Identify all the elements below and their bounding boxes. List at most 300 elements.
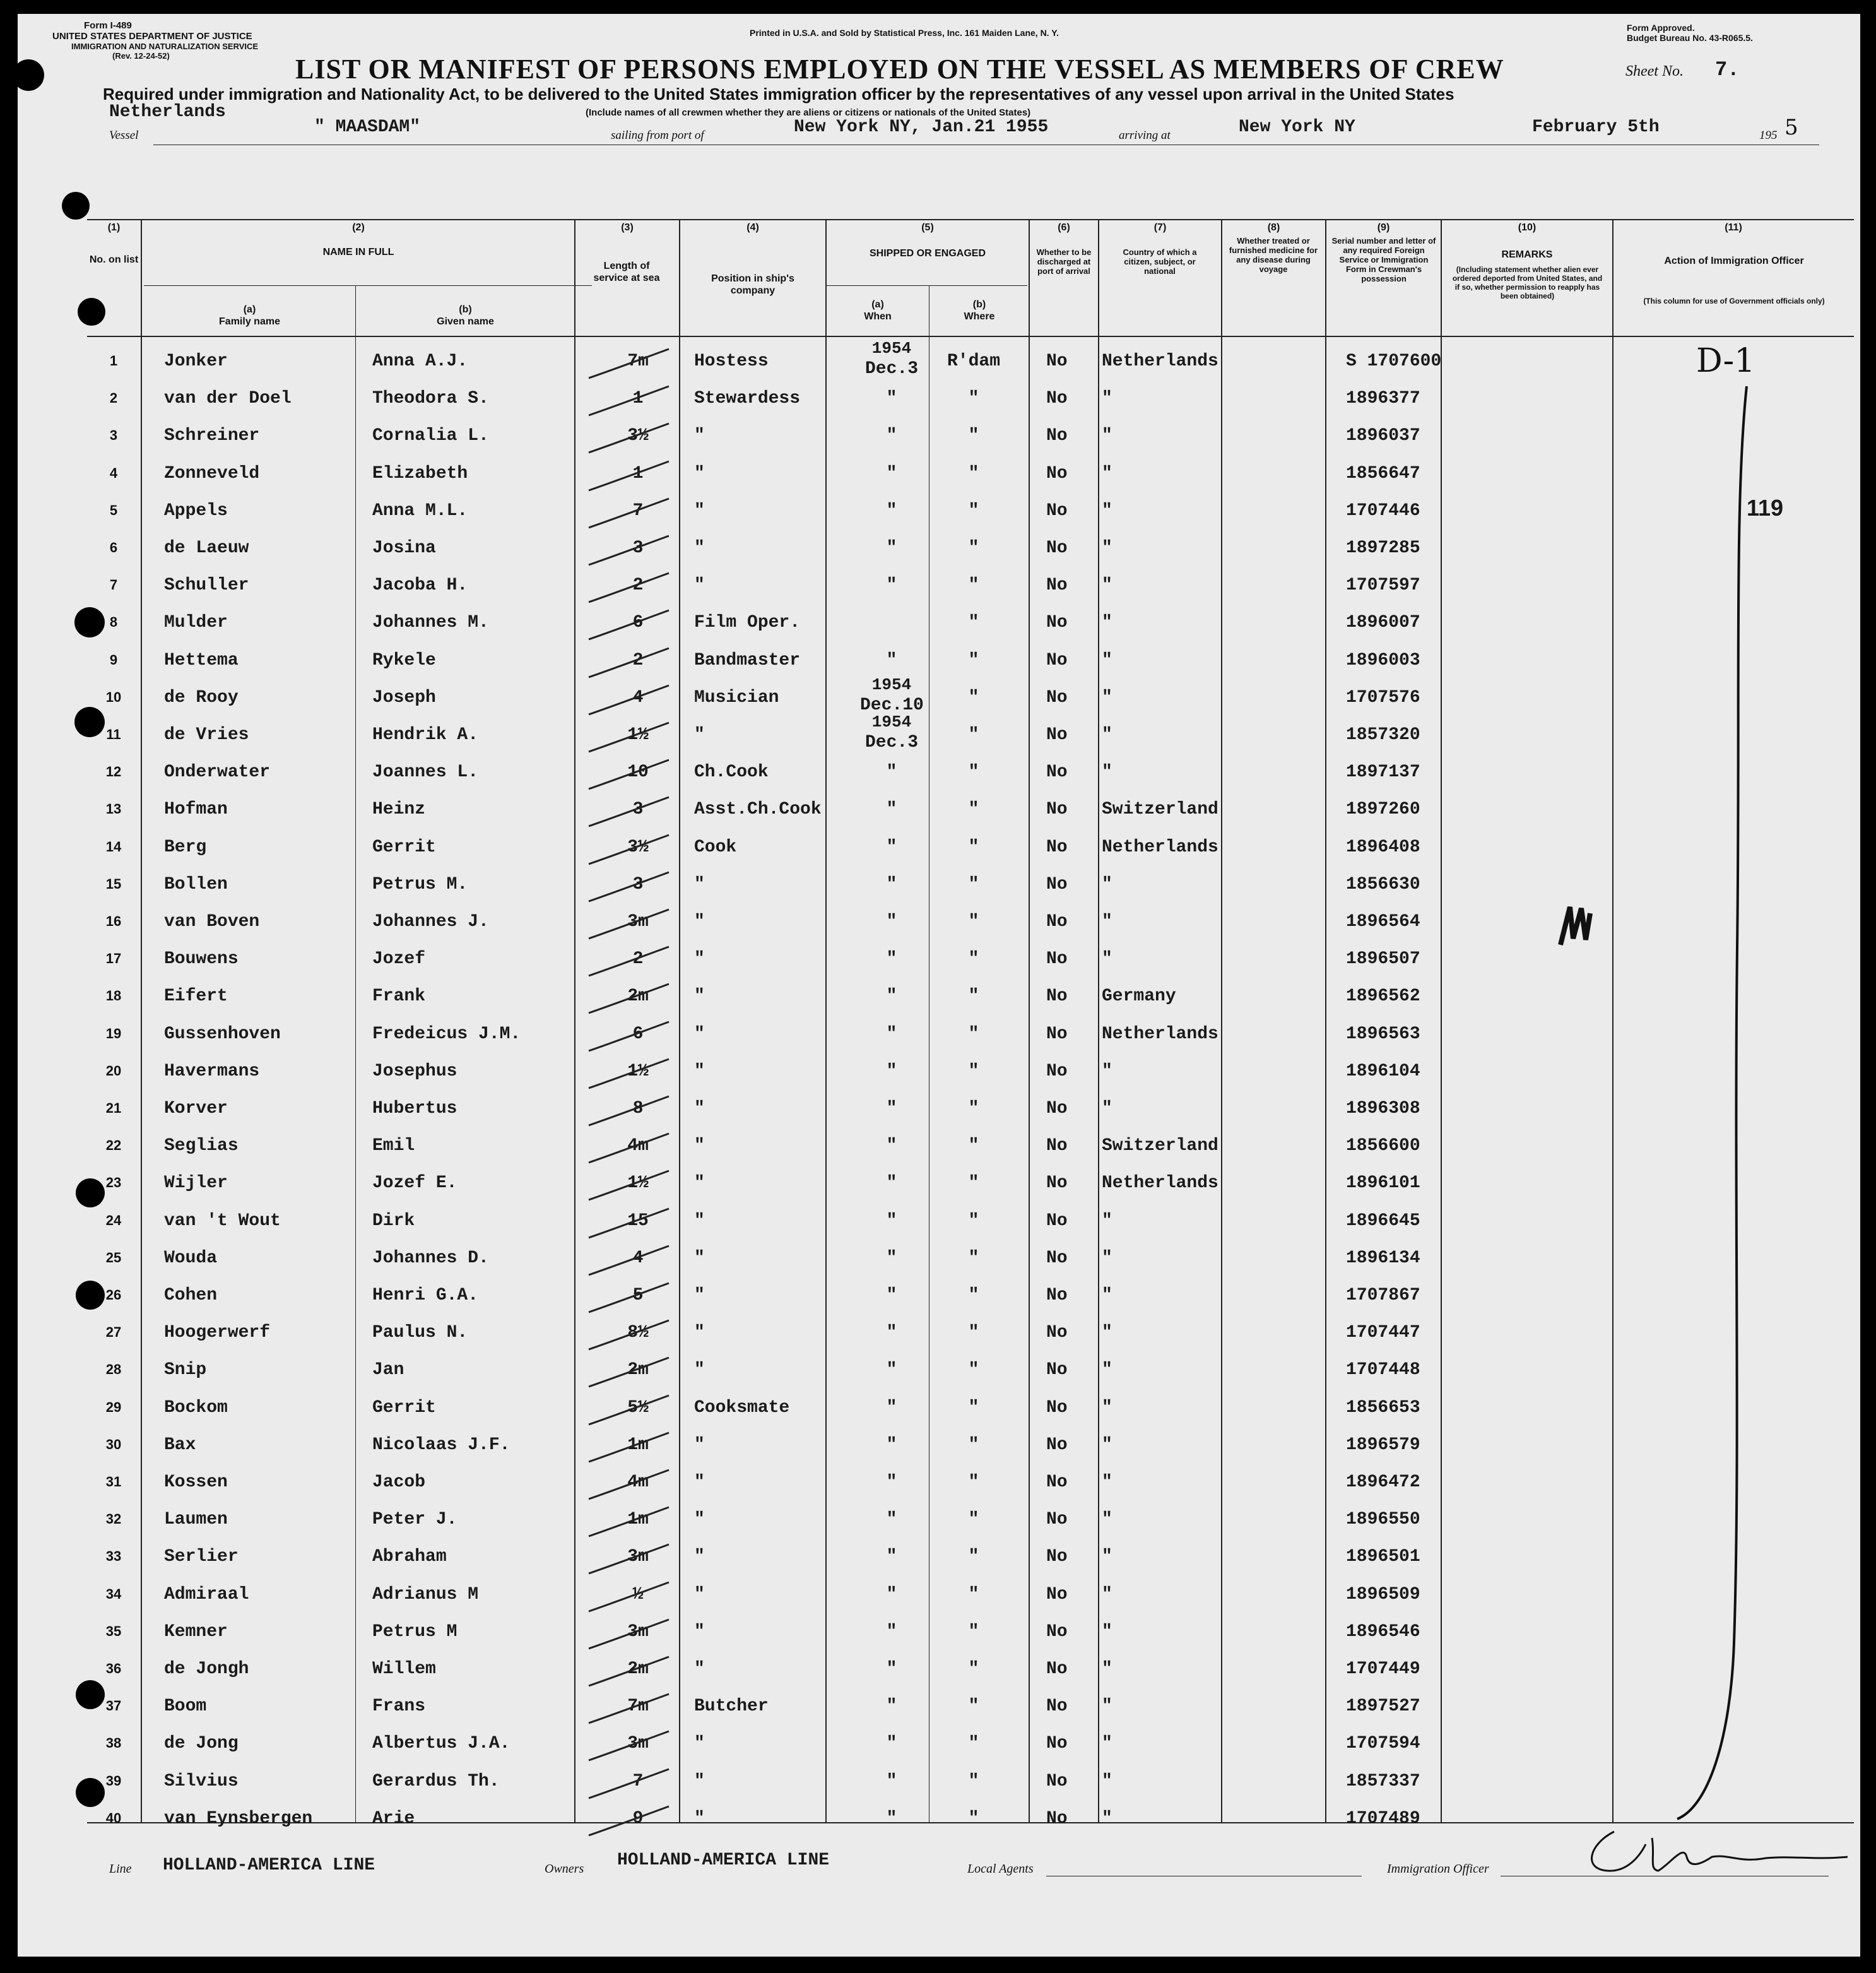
department-name: UNITED STATES DEPARTMENT OF JUSTICE xyxy=(52,31,252,42)
length-check-mark xyxy=(586,1130,674,1167)
cell-given: Heinz xyxy=(372,800,426,820)
cell-position: " xyxy=(694,576,705,596)
cell-where: " xyxy=(968,1771,979,1791)
line-value: HOLLAND-AMERICA LINE xyxy=(163,1856,375,1875)
binder-hole xyxy=(62,192,90,220)
cell-serial: 1857337 xyxy=(1346,1771,1420,1791)
cell-given: Dirk xyxy=(372,1211,415,1231)
cell-when: " xyxy=(886,949,897,969)
cell-where: " xyxy=(968,1697,979,1717)
cell-disch: No xyxy=(1046,1584,1068,1604)
row-number: 19 xyxy=(105,1025,122,1041)
cell-disch: No xyxy=(1046,800,1068,820)
cell-country: " xyxy=(1102,1734,1112,1754)
cell-length: 4m xyxy=(627,1136,649,1156)
length-check-mark xyxy=(586,906,674,943)
action-count: 119 xyxy=(1747,495,1784,521)
cell-length: 1m xyxy=(627,1435,649,1455)
cell-when-year: 1954 xyxy=(871,675,912,694)
cell-when: " xyxy=(886,389,897,409)
cell-where: " xyxy=(968,912,979,932)
cell-when: Dec.3 xyxy=(864,733,918,752)
cell-serial: 1896104 xyxy=(1346,1061,1420,1081)
cell-family: de Rooy xyxy=(164,687,239,708)
cell-length: 6 xyxy=(632,613,644,633)
cell-length: 7 xyxy=(632,501,644,521)
cell-when: " xyxy=(886,762,897,783)
cell-serial: 1896308 xyxy=(1346,1099,1420,1118)
length-check-mark xyxy=(586,458,674,495)
cell-position: " xyxy=(694,1621,705,1642)
cell-family: van Eynsbergen xyxy=(164,1808,313,1828)
length-check-mark xyxy=(586,1803,674,1840)
cell-length: 9 xyxy=(632,1808,644,1828)
cell-given: Henri G.A. xyxy=(372,1286,479,1305)
cell-family: Hettema xyxy=(164,650,239,670)
length-check-mark xyxy=(586,420,674,457)
length-check-mark xyxy=(586,1616,674,1653)
arriving-label: arriving at xyxy=(1119,129,1171,142)
cell-country: " xyxy=(1102,1472,1112,1492)
cell-position: " xyxy=(694,1248,705,1268)
form-revision: (Rev. 12-24-52) xyxy=(112,51,170,61)
cell-disch: No xyxy=(1046,426,1068,446)
length-check-mark xyxy=(586,1466,674,1503)
row-number: 36 xyxy=(105,1661,122,1676)
col-header-when: When xyxy=(864,311,892,322)
col-header-discharged: Whether to be discharged at port of arrival xyxy=(1036,247,1092,276)
cell-position: " xyxy=(694,1771,705,1791)
cell-length: 2m xyxy=(627,986,649,1007)
budget-bureau: Budget Bureau No. 43-R065.5. xyxy=(1627,33,1753,43)
cell-when: " xyxy=(886,874,897,894)
cell-where: " xyxy=(968,1808,979,1828)
cell-country: " xyxy=(1102,1397,1112,1418)
table-row xyxy=(18,1616,1860,1653)
cell-country: " xyxy=(1102,1286,1112,1305)
cell-position: " xyxy=(694,1211,705,1231)
cell-where: " xyxy=(968,1659,979,1679)
table-row xyxy=(18,495,1860,532)
cell-disch: No xyxy=(1046,1099,1068,1118)
cell-given: Adrianus M xyxy=(372,1584,479,1604)
col-given-b: (b) xyxy=(459,304,472,315)
row-number: 12 xyxy=(105,764,122,780)
cell-serial: 1707867 xyxy=(1346,1286,1420,1305)
cell-where: " xyxy=(968,1173,979,1194)
cell-disch: No xyxy=(1046,725,1068,745)
cell-country: Netherlands xyxy=(1102,1024,1218,1044)
cell-family: Onderwater xyxy=(164,762,271,783)
cell-family: Laumen xyxy=(164,1510,228,1530)
cell-length: 1½ xyxy=(627,725,649,745)
cell-family: Wouda xyxy=(164,1248,218,1268)
cell-disch: No xyxy=(1046,1621,1068,1642)
cell-serial: 1856600 xyxy=(1346,1136,1420,1156)
cell-when: " xyxy=(886,837,897,857)
cell-serial: 1896564 xyxy=(1346,912,1420,932)
cell-where: " xyxy=(968,1621,979,1642)
cell-serial: 1896562 xyxy=(1346,986,1420,1007)
cell-position: " xyxy=(694,1323,705,1343)
cell-disch: No xyxy=(1046,1061,1068,1081)
row-number: 29 xyxy=(105,1399,122,1415)
cell-where: " xyxy=(968,1584,979,1604)
cell-given: Cornalia L. xyxy=(372,426,489,446)
cell-country: " xyxy=(1102,1248,1112,1268)
cell-serial: 1896408 xyxy=(1346,837,1420,857)
length-check-mark xyxy=(586,1018,674,1055)
cell-serial: 1707449 xyxy=(1346,1659,1420,1679)
table-row xyxy=(18,607,1860,644)
length-check-mark xyxy=(586,1429,674,1466)
row-number: 16 xyxy=(105,913,122,929)
cell-given: Frans xyxy=(372,1697,426,1717)
cell-disch: No xyxy=(1046,1397,1068,1418)
cell-length: 1 xyxy=(632,463,644,483)
row-number: 31 xyxy=(105,1474,122,1490)
cell-country: " xyxy=(1102,1697,1112,1717)
cell-when: " xyxy=(886,538,897,558)
cell-serial: 1856647 xyxy=(1346,463,1420,483)
manifest-sheet xyxy=(18,14,1860,1957)
table-row xyxy=(18,713,1860,756)
cell-given: Rykele xyxy=(372,650,436,670)
cell-disch: No xyxy=(1046,501,1068,521)
cell-country: " xyxy=(1102,1211,1112,1231)
remarks-note: (Including statement whether alien ever ordered deported from United States, and if so, whether permission to reapply has been obtained) xyxy=(1452,265,1603,300)
cell-length: 3½ xyxy=(627,837,649,857)
cell-where: " xyxy=(968,650,979,670)
arrival-date: February 5th xyxy=(1532,117,1660,137)
table-row xyxy=(18,1466,1860,1503)
row-number: 5 xyxy=(109,502,118,518)
cell-disch: No xyxy=(1046,1248,1068,1268)
cell-length: 3m xyxy=(627,1621,649,1642)
cell-country: " xyxy=(1102,613,1112,633)
length-check-mark xyxy=(586,1503,674,1541)
cell-family: Bouwens xyxy=(164,949,239,969)
cell-length: 7m xyxy=(627,1697,649,1717)
cell-country: " xyxy=(1102,650,1112,670)
cell-country: Netherlands xyxy=(1102,352,1218,371)
cell-disch: No xyxy=(1046,1510,1068,1530)
row-number: 34 xyxy=(105,1585,122,1602)
cell-serial: 1707448 xyxy=(1346,1360,1420,1380)
col-when-a: (a) xyxy=(871,299,884,310)
length-check-mark xyxy=(586,1541,674,1578)
cell-where: " xyxy=(968,687,979,708)
row-number: 13 xyxy=(105,801,122,817)
cell-when: " xyxy=(886,1621,897,1642)
cell-length: 3 xyxy=(632,538,644,558)
cell-position: Stewardess xyxy=(694,389,801,409)
cell-position: Ch.Cook xyxy=(694,762,769,783)
cell-family: Boom xyxy=(164,1697,207,1717)
cell-when: " xyxy=(886,650,897,670)
row-number: 15 xyxy=(105,875,122,892)
cell-given: Fredeicus J.M. xyxy=(372,1024,521,1044)
cell-serial: 1896501 xyxy=(1346,1547,1420,1567)
col-header-remarks: REMARKS xyxy=(1501,249,1553,260)
cell-given: Petrus M. xyxy=(372,874,468,894)
table-row xyxy=(18,1503,1860,1541)
cell-given: Josephus xyxy=(372,1061,457,1081)
cell-family: Hoogerwerf xyxy=(164,1323,271,1343)
cell-serial: 1896579 xyxy=(1346,1435,1420,1455)
cell-position: " xyxy=(694,1808,705,1828)
cell-length: 4m xyxy=(627,1472,649,1492)
cell-where: " xyxy=(968,1472,979,1492)
cell-country: " xyxy=(1102,1584,1112,1604)
cell-given: Johannes M. xyxy=(372,613,489,633)
cell-when: " xyxy=(886,1584,897,1604)
page-title: LIST OR MANIFEST OF PERSONS EMPLOYED ON THE VESSEL AS MEMBERS OF CREW xyxy=(295,54,1504,85)
cell-country: " xyxy=(1102,725,1112,745)
cell-country: " xyxy=(1102,912,1112,932)
length-check-mark xyxy=(586,719,674,756)
col-num-1: (1) xyxy=(107,222,121,233)
shipped-subheader-line xyxy=(825,285,1027,286)
table-row xyxy=(18,1392,1860,1429)
row-number: 20 xyxy=(105,1062,122,1079)
cell-length: 5½ xyxy=(627,1397,649,1418)
table-row xyxy=(18,1167,1860,1204)
cell-disch: No xyxy=(1046,1771,1068,1791)
length-check-mark xyxy=(586,1279,674,1317)
service-name: IMMIGRATION AND NATURALIZATION SERVICE xyxy=(71,42,259,51)
cell-family: Schuller xyxy=(164,576,249,596)
cell-serial: 1896037 xyxy=(1346,426,1420,446)
row-number: 23 xyxy=(105,1175,122,1191)
cell-when-year: 1954 xyxy=(871,339,912,358)
cell-serial: 1897285 xyxy=(1346,538,1420,558)
binder-hole xyxy=(76,1178,105,1207)
cell-when: " xyxy=(886,1659,897,1679)
cell-where: " xyxy=(968,762,979,783)
cell-position: " xyxy=(694,1024,705,1044)
length-check-mark xyxy=(586,793,674,831)
row-number: 8 xyxy=(109,614,118,631)
cell-country: " xyxy=(1102,463,1112,483)
cell-position: " xyxy=(694,1173,705,1194)
cell-length: 7 xyxy=(632,1771,644,1791)
cell-disch: No xyxy=(1046,1472,1068,1492)
col-header-serial: Serial number and letter of any required Foreign Service or Immigration Form in Crewman's possession xyxy=(1331,236,1436,283)
owners-label: Owners xyxy=(545,1862,584,1876)
cell-given: Gerrit xyxy=(372,1397,436,1418)
cell-length: 3m xyxy=(627,1547,649,1567)
vessel-name: " MAASDAM" xyxy=(314,117,421,137)
table-row xyxy=(18,756,1860,793)
cell-where: " xyxy=(968,1547,979,1567)
length-check-mark xyxy=(586,1690,674,1727)
cell-disch: No xyxy=(1046,1435,1068,1455)
cell-disch: No xyxy=(1046,912,1068,932)
cell-where: " xyxy=(968,463,979,483)
table-row xyxy=(18,675,1860,719)
row-number: 35 xyxy=(105,1623,122,1639)
binder-hole xyxy=(74,707,105,737)
cell-family: Bax xyxy=(164,1435,196,1455)
cell-length: 4 xyxy=(632,687,644,708)
cell-serial: 1707446 xyxy=(1346,501,1420,521)
cell-when: " xyxy=(886,1136,897,1156)
cell-position: " xyxy=(694,1510,705,1530)
col-header-given: Given name xyxy=(437,316,494,327)
cell-length: 5 xyxy=(632,1286,644,1305)
cell-length: 8 xyxy=(632,1099,644,1118)
row-number: 25 xyxy=(105,1249,122,1265)
cell-where: " xyxy=(968,1099,979,1118)
cell-given: Hendrik A. xyxy=(372,725,479,745)
header-bottom-border xyxy=(87,336,1854,337)
cell-disch: No xyxy=(1046,1173,1068,1194)
cell-disch: No xyxy=(1046,463,1068,483)
cell-disch: No xyxy=(1046,837,1068,857)
table-row xyxy=(18,644,1860,682)
row-number: 9 xyxy=(109,651,118,668)
col-where-b: (b) xyxy=(972,299,986,310)
cell-country: " xyxy=(1102,762,1112,783)
row-number: 38 xyxy=(105,1735,122,1751)
cell-position: " xyxy=(694,538,705,558)
cell-disch: No xyxy=(1046,1211,1068,1231)
cell-where: " xyxy=(968,1024,979,1044)
printer-note: Printed in U.S.A. and Sold by Statistical Press, Inc. 161 Maiden Lane, N. Y. xyxy=(750,28,1059,38)
cell-serial: 1857320 xyxy=(1346,725,1420,745)
cell-length: 3½ xyxy=(627,426,649,446)
cell-family: Seglias xyxy=(164,1136,239,1156)
length-check-mark xyxy=(586,1392,674,1429)
col-num-8: (8) xyxy=(1267,222,1280,233)
length-check-mark xyxy=(586,1653,674,1690)
table-row xyxy=(18,382,1860,420)
cell-when: " xyxy=(886,1061,897,1081)
cell-when: " xyxy=(886,463,897,483)
cell-family: Korver xyxy=(164,1099,228,1118)
cell-country: " xyxy=(1102,538,1112,558)
table-row xyxy=(18,1354,1860,1391)
cell-serial: 1896563 xyxy=(1346,1024,1420,1044)
cell-serial: 1896509 xyxy=(1346,1584,1420,1604)
cell-given: Jacoba H. xyxy=(372,576,468,596)
cell-family: van Boven xyxy=(164,912,260,932)
cell-when: " xyxy=(886,1697,897,1717)
cell-when: " xyxy=(886,1024,897,1044)
row-number: 32 xyxy=(105,1511,122,1527)
cell-when: " xyxy=(886,1771,897,1791)
cell-disch: No xyxy=(1046,1323,1068,1343)
cell-disch: No xyxy=(1046,576,1068,596)
cell-given: Theodora S. xyxy=(372,389,489,409)
table-row xyxy=(18,1279,1860,1317)
vessel-flag: Netherlands xyxy=(109,102,226,122)
cell-when: " xyxy=(886,1808,897,1828)
sailing-label: sailing from port of xyxy=(611,129,704,142)
cell-length: 15 xyxy=(627,1211,649,1231)
cell-length: 3 xyxy=(632,874,644,894)
row-number: 22 xyxy=(105,1137,122,1154)
cell-serial: 1897527 xyxy=(1346,1697,1420,1717)
cell-family: Appels xyxy=(164,501,228,521)
col-num-3: (3) xyxy=(621,222,634,233)
table-row xyxy=(18,1541,1860,1578)
table-row xyxy=(18,1018,1860,1055)
col-header-position: Position in ship's company xyxy=(711,273,794,296)
cell-position: " xyxy=(694,949,705,969)
col-header-length: Length of service at sea xyxy=(593,261,660,283)
cell-given: Johannes J. xyxy=(372,912,489,932)
cell-serial: 1707576 xyxy=(1346,687,1420,708)
length-check-mark xyxy=(586,756,674,793)
cell-position: " xyxy=(694,463,705,483)
cell-where: " xyxy=(968,1734,979,1754)
length-check-mark xyxy=(586,682,674,719)
col-num-6: (6) xyxy=(1058,222,1070,233)
cell-family: van der Doel xyxy=(164,389,292,409)
length-check-mark xyxy=(586,868,674,906)
cell-serial: 1896507 xyxy=(1346,949,1420,969)
table-row xyxy=(18,532,1860,569)
row-number: 4 xyxy=(109,465,118,481)
cell-position: " xyxy=(694,1584,705,1604)
table-row xyxy=(18,1205,1860,1242)
row-number: 7 xyxy=(109,577,118,593)
cell-length: 2m xyxy=(627,1659,649,1679)
length-check-mark xyxy=(586,1765,674,1803)
cell-length: 3m xyxy=(627,912,649,932)
table-row xyxy=(18,1579,1860,1616)
cell-disch: No xyxy=(1046,389,1068,409)
col-num-11: (11) xyxy=(1725,222,1742,233)
cell-when: " xyxy=(886,1211,897,1231)
cell-given: Joannes L. xyxy=(372,762,479,783)
cell-where: " xyxy=(968,1248,979,1268)
length-check-mark xyxy=(586,607,674,644)
cell-given: Anna A.J. xyxy=(372,352,468,371)
cell-country: " xyxy=(1102,949,1112,969)
cell-position: " xyxy=(694,1360,705,1380)
cell-given: Jozef E. xyxy=(372,1173,457,1194)
cell-disch: No xyxy=(1046,538,1068,558)
length-check-mark xyxy=(586,1354,674,1391)
table-top-border xyxy=(87,219,1854,220)
cell-family: Kossen xyxy=(164,1472,228,1492)
cell-length: 1½ xyxy=(627,1061,649,1081)
cell-country: Switzerland xyxy=(1102,800,1218,820)
cell-family: Zonneveld xyxy=(164,463,260,483)
cell-where: " xyxy=(968,1435,979,1455)
cell-where: " xyxy=(968,1136,979,1156)
cell-disch: No xyxy=(1046,986,1068,1007)
cell-position: " xyxy=(694,912,705,932)
cell-serial: 1896645 xyxy=(1346,1211,1420,1231)
cell-family: Jonker xyxy=(164,352,228,371)
cell-length: 6 xyxy=(632,1024,644,1044)
sheet-label: Sheet No. xyxy=(1625,63,1684,80)
cell-length: 1½ xyxy=(627,1173,649,1194)
table-row xyxy=(18,458,1860,495)
length-check-mark xyxy=(586,1167,674,1204)
cell-given: Gerardus Th. xyxy=(372,1771,500,1791)
table-row xyxy=(18,1653,1860,1690)
row-number: 1 xyxy=(109,353,118,369)
cell-disch: No xyxy=(1046,762,1068,783)
cell-position: Bandmaster xyxy=(694,650,801,670)
cell-serial: 1897260 xyxy=(1346,800,1420,820)
cell-family: Havermans xyxy=(164,1061,260,1081)
